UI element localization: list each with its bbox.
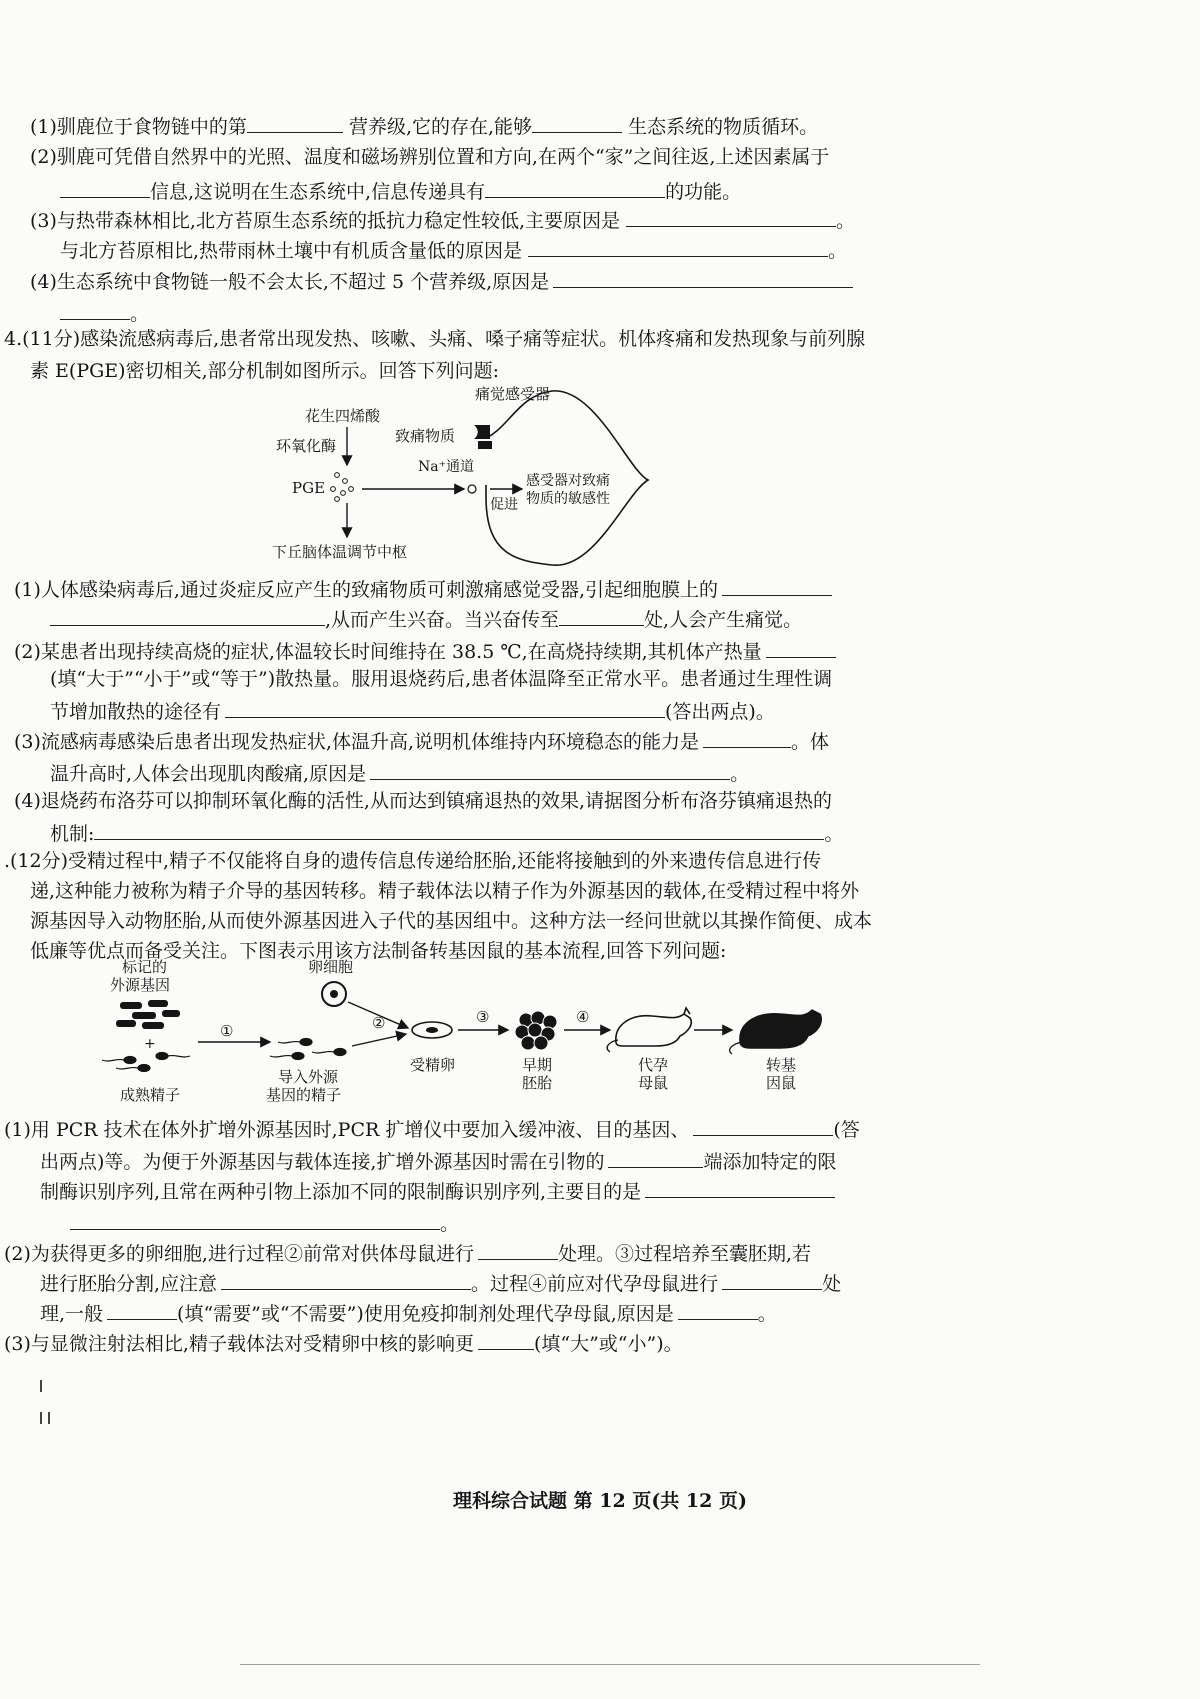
labeled-gene-label-2: 外源基因 [110, 976, 171, 994]
answer-blank[interactable] [370, 762, 730, 780]
q4-part1-text-c: 处,人会产生痛觉。 [644, 609, 803, 631]
answer-blank[interactable] [532, 115, 622, 133]
q5-part3-line-1 [4, 1332, 683, 1354]
q3-part1-text-c: 生态系统的物质循环。 [628, 116, 819, 138]
q4-part2-text-a: (2)某患者出现持续高烧的症状,体温较长时间维持在 38.5 ℃,在高烧持续期,其机体产热量 [14, 641, 762, 663]
step-3-label: ③ [476, 1008, 490, 1026]
scan-mark [48, 1412, 50, 1424]
q3-part2-text-b: 信息,这说明在生态系统中,信息传递具有 [150, 181, 486, 203]
q4-part1-text-a: (1)人体感染病毒后,通过炎症反应产生的致痛物质可刺激痛感觉受器,引起细胞膜上的 [14, 579, 718, 601]
transgenic-mouse-label-1: 转基 [766, 1056, 797, 1074]
answer-blank[interactable] [722, 578, 832, 596]
answer-blank[interactable] [60, 302, 130, 320]
q3-line-5 [60, 239, 847, 261]
q4-stem-line-2 [30, 362, 499, 381]
labeled-gene-label-1: 标记的 [122, 958, 168, 976]
answer-blank[interactable] [559, 608, 644, 626]
answer-blank[interactable] [553, 270, 853, 288]
zygote-label: 受精卵 [410, 1056, 456, 1074]
promote-label: 促进 [490, 497, 518, 513]
q4-stem-text-1: 4.(11分)感染流感病毒后,患者常出现发热、咳嗽、头痛、嗓子痛等症状。机体疼痛和发热现象与前列腺 [4, 328, 866, 350]
answer-blank[interactable] [50, 608, 325, 626]
q5-stem-text-4: 低廉等优点而备受关注。下图表示用该方法制备转基因鼠的基本流程,回答下列问题: [30, 940, 727, 962]
answer-blank[interactable] [485, 180, 665, 198]
q4-part2-line-2 [50, 670, 832, 689]
q4-stem-text-2: 素 E(PGE)密切相关,部分机制如图所示。回答下列问题: [30, 360, 500, 382]
q5-stem-text-2: 递,这种能力被称为精子介导的基因转移。精子载体法以精子作为外源基因的载体,在受精过程中将外 [30, 880, 860, 902]
q5-part3-text-b: (填“大”或“小”)。 [533, 1333, 683, 1355]
q5-part2-text-f: 理,一般 [40, 1303, 104, 1325]
mature-sperm-icons [102, 1053, 190, 1072]
early-embryo-label-2: 胚胎 [522, 1074, 553, 1092]
q5-stem-text-1: .(12分)受精过程中,精子不仅能将自身的遗传信息传递给胚胎,还能将接触到的外来遗传信息进行传 [4, 850, 822, 872]
q4-part2-line-1 [14, 640, 836, 662]
q4-stem-line-1 [4, 330, 865, 349]
q5-part1-text-f: 。 [440, 1213, 460, 1235]
sperm-to-zygote-arrow [352, 1034, 406, 1046]
q3-part3-end-b: 。 [828, 240, 848, 262]
q5-part1-text-a: (1)用 PCR 技术在体外扩增外源基因时,PCR 扩增仪中要加入缓冲液、目的基因、 [4, 1119, 690, 1141]
q5-part2-text-c: 进行胚胎分割,应注意 [40, 1273, 218, 1295]
answer-blank[interactable] [247, 115, 343, 133]
q5-part1-text-e: 制酶识别序列,且常在两种引物上添加不同的限制酶识别序列,主要目的是 [40, 1181, 642, 1203]
q5-stem-text-3: 源基因导入动物胚胎,从而使外源基因进入子代的基因组中。这种方法一经问世就以其操作简便、成本 [30, 910, 873, 932]
answer-blank[interactable] [225, 700, 665, 718]
q3-line-1 [30, 115, 818, 137]
pge-mechanism-diagram [250, 385, 700, 570]
q4-part1-text-b: ,从而产生兴奋。当兴奋传至 [325, 609, 560, 631]
q4-part4-line-2 [50, 822, 843, 844]
q5-part2-line-2 [40, 1272, 841, 1294]
q5-part2-text-h: 。 [757, 1303, 777, 1325]
q5-part1-line-2 [40, 1150, 836, 1172]
q5-part1-line-3 [40, 1180, 835, 1202]
transgenic-sperm-icons [270, 1039, 346, 1060]
scan-edge-line [240, 1664, 980, 1665]
q3-part2-text-c: 的功能。 [665, 181, 742, 203]
q5-part2-text-b: 处理。③过程培养至囊胚期,若 [557, 1243, 812, 1265]
q5-part1-text-c: 出两点)等。为便于外源基因与载体连接,扩增外源基因时需在引物的 [40, 1151, 605, 1173]
q4-part2-line-3 [50, 700, 775, 722]
q4-part3-text-c: 温升高时,人体会出现肌肉酸痛,原因是 [50, 763, 367, 785]
q5-part2-line-1 [4, 1242, 811, 1264]
egg-cell-label: 卵细胞 [308, 958, 354, 976]
q3-part3-end: 。 [836, 210, 856, 232]
q5-stem-line-1 [4, 852, 821, 871]
q4-part3-line-1 [14, 730, 829, 752]
q4-part3-text-a: (3)流感病毒感染后患者出现发热症状,体温升高,说明机体维持内环境稳态的能力是 [14, 731, 699, 753]
q4-part4-text-c: 。 [824, 823, 844, 845]
early-embryo-icon [515, 1011, 557, 1050]
pge-molecules [331, 473, 354, 502]
q5-part2-text-d: 。过程④前应对代孕母鼠进行 [471, 1273, 719, 1295]
answer-blank[interactable] [478, 1332, 534, 1350]
answer-blank[interactable] [221, 1272, 471, 1290]
q3-line-2 [30, 148, 829, 167]
surrogate-mouse-icon [616, 1008, 691, 1046]
q5-part1-line-4 [70, 1212, 459, 1234]
q3-part3-text-b: 与北方苔原相比,热带雨林土壤中有机质含量低的原因是 [60, 240, 523, 262]
transgenic-mouse-label-2: 因鼠 [766, 1074, 797, 1092]
q5-part2-text-e: 处 [822, 1273, 842, 1295]
transgenic-mouse-flow-diagram [80, 958, 840, 1113]
answer-blank[interactable] [478, 1242, 558, 1260]
q3-line-6 [30, 270, 853, 292]
na-channel-label: Na⁺通道 [418, 459, 474, 475]
q4-part4-text-a: (4)退烧药布洛芬可以抑制环氧化酶的活性,从而达到镇痛退热的效果,请据图分析布洛芬镇痛退热的 [14, 790, 832, 812]
q5-part1-text-b: (答 [833, 1119, 860, 1141]
page-footer: 理科综合试题 第 12 页(共 12 页) [453, 1490, 747, 1512]
q3-part3-text: (3)与热带森林相比,北方苔原生态系统的抵抗力稳定性较低,主要原因是 [30, 210, 620, 232]
q5-part1-line-1 [4, 1118, 860, 1140]
pain-substance-label: 致痛物质 [395, 427, 456, 445]
surrogate-label-2: 母鼠 [638, 1074, 669, 1092]
transgenic-sperm-label-2: 基因的精子 [266, 1086, 342, 1104]
transgenic-mouse-icon [740, 1010, 821, 1048]
q5-part3-text-a: (3)与显微注射法相比,精子载体法对受精卵中核的影响更 [4, 1333, 474, 1355]
foreign-gene-fragments [116, 1000, 180, 1029]
q3-line-3 [60, 180, 741, 202]
zygote-nucleus [426, 1027, 438, 1033]
pge-label: PGE [292, 479, 326, 497]
answer-blank[interactable] [693, 1118, 833, 1136]
answer-blank[interactable] [645, 1180, 835, 1198]
q5-part2-line-3 [40, 1302, 777, 1324]
receptor-binding-site [474, 425, 490, 439]
arachidonic-acid-label: 花生四烯酸 [305, 407, 381, 425]
q5-part2-text-a: (2)为获得更多的卵细胞,进行过程②前常对供体母鼠进行 [4, 1243, 474, 1265]
q4-part4-line-1 [14, 792, 832, 811]
q3-line-4 [30, 209, 855, 231]
scan-mark [40, 1412, 42, 1424]
answer-blank[interactable] [678, 1302, 758, 1320]
q5-part2-text-g: (填“需要”或“不需要”)使用免疫抑制剂处理代孕母鼠,原因是 [177, 1303, 674, 1325]
answer-blank[interactable] [722, 1272, 822, 1290]
q4-part2-text-c: 节增加散热的途径有 [50, 701, 222, 723]
q5-stem-line-3 [30, 912, 872, 931]
transgenic-sperm-label-1: 导入外源 [278, 1068, 339, 1086]
plus-sign: + [144, 1036, 156, 1052]
egg-nucleus [330, 990, 338, 998]
answer-blank[interactable] [626, 209, 836, 227]
answer-blank[interactable] [60, 180, 150, 198]
q4-part1-line-2 [50, 608, 802, 630]
step-1-label: ① [220, 1022, 234, 1040]
q3-part1-text-a: (1)驯鹿位于食物链中的第 [30, 116, 247, 138]
step-4-label: ④ [576, 1008, 590, 1026]
q4-part3-text-b: 。体 [791, 731, 830, 753]
q4-part3-line-2 [50, 762, 749, 784]
hypothalamus-label: 下丘脑体温调节中枢 [272, 543, 408, 561]
sensitivity-label-2: 物质的敏感性 [526, 491, 610, 507]
scan-mark [40, 1380, 42, 1392]
q5-stem-line-2 [30, 882, 859, 901]
cyclooxygenase-label: 环氧化酶 [276, 437, 337, 455]
q3-part2-text: (2)驯鹿可凭借自然界中的光照、温度和磁场辨别位置和方向,在两个“家”之间往返,上述因素属于 [30, 146, 830, 168]
na-channel-block [478, 441, 492, 449]
pge-receptor-site [468, 485, 476, 493]
early-embryo-label-1: 早期 [522, 1056, 553, 1074]
surrogate-label-1: 代孕 [638, 1056, 669, 1074]
answer-blank[interactable] [107, 1302, 177, 1320]
q4-part2-text-d: (答出两点)。 [665, 701, 775, 723]
answer-blank[interactable] [528, 239, 828, 257]
q3-part4-text: (4)生态系统中食物链一般不会太长,不超过 5 个营养级,原因是 [30, 271, 550, 293]
mature-sperm-label: 成熟精子 [120, 1086, 181, 1104]
q4-part3-text-d: 。 [730, 763, 750, 785]
q4-part4-text-b: 机制: [50, 823, 95, 845]
sensitivity-label-1: 感受器对致痛 [526, 473, 610, 489]
q5-part1-text-d: 端添加特定的限 [703, 1151, 837, 1173]
pain-receptor-label: 痛觉感受器 [475, 385, 551, 403]
q3-line-7 [60, 302, 149, 324]
step-2-label: ② [372, 1014, 386, 1032]
q4-part2-text-b: (填“大于”“小于”或“等于”)散热量。服用退烧药后,患者体温降至正常水平。患者通过生理性调 [50, 668, 833, 690]
answer-blank[interactable] [766, 640, 836, 658]
answer-blank[interactable] [608, 1150, 703, 1168]
q3-part4-end: 。 [130, 303, 150, 325]
answer-blank[interactable] [703, 730, 791, 748]
answer-blank[interactable] [94, 822, 824, 840]
answer-blank[interactable] [70, 1212, 440, 1230]
q4-part1-line-1 [14, 578, 832, 600]
q3-part1-text-b: 营养级,它的存在,能够 [348, 116, 533, 138]
